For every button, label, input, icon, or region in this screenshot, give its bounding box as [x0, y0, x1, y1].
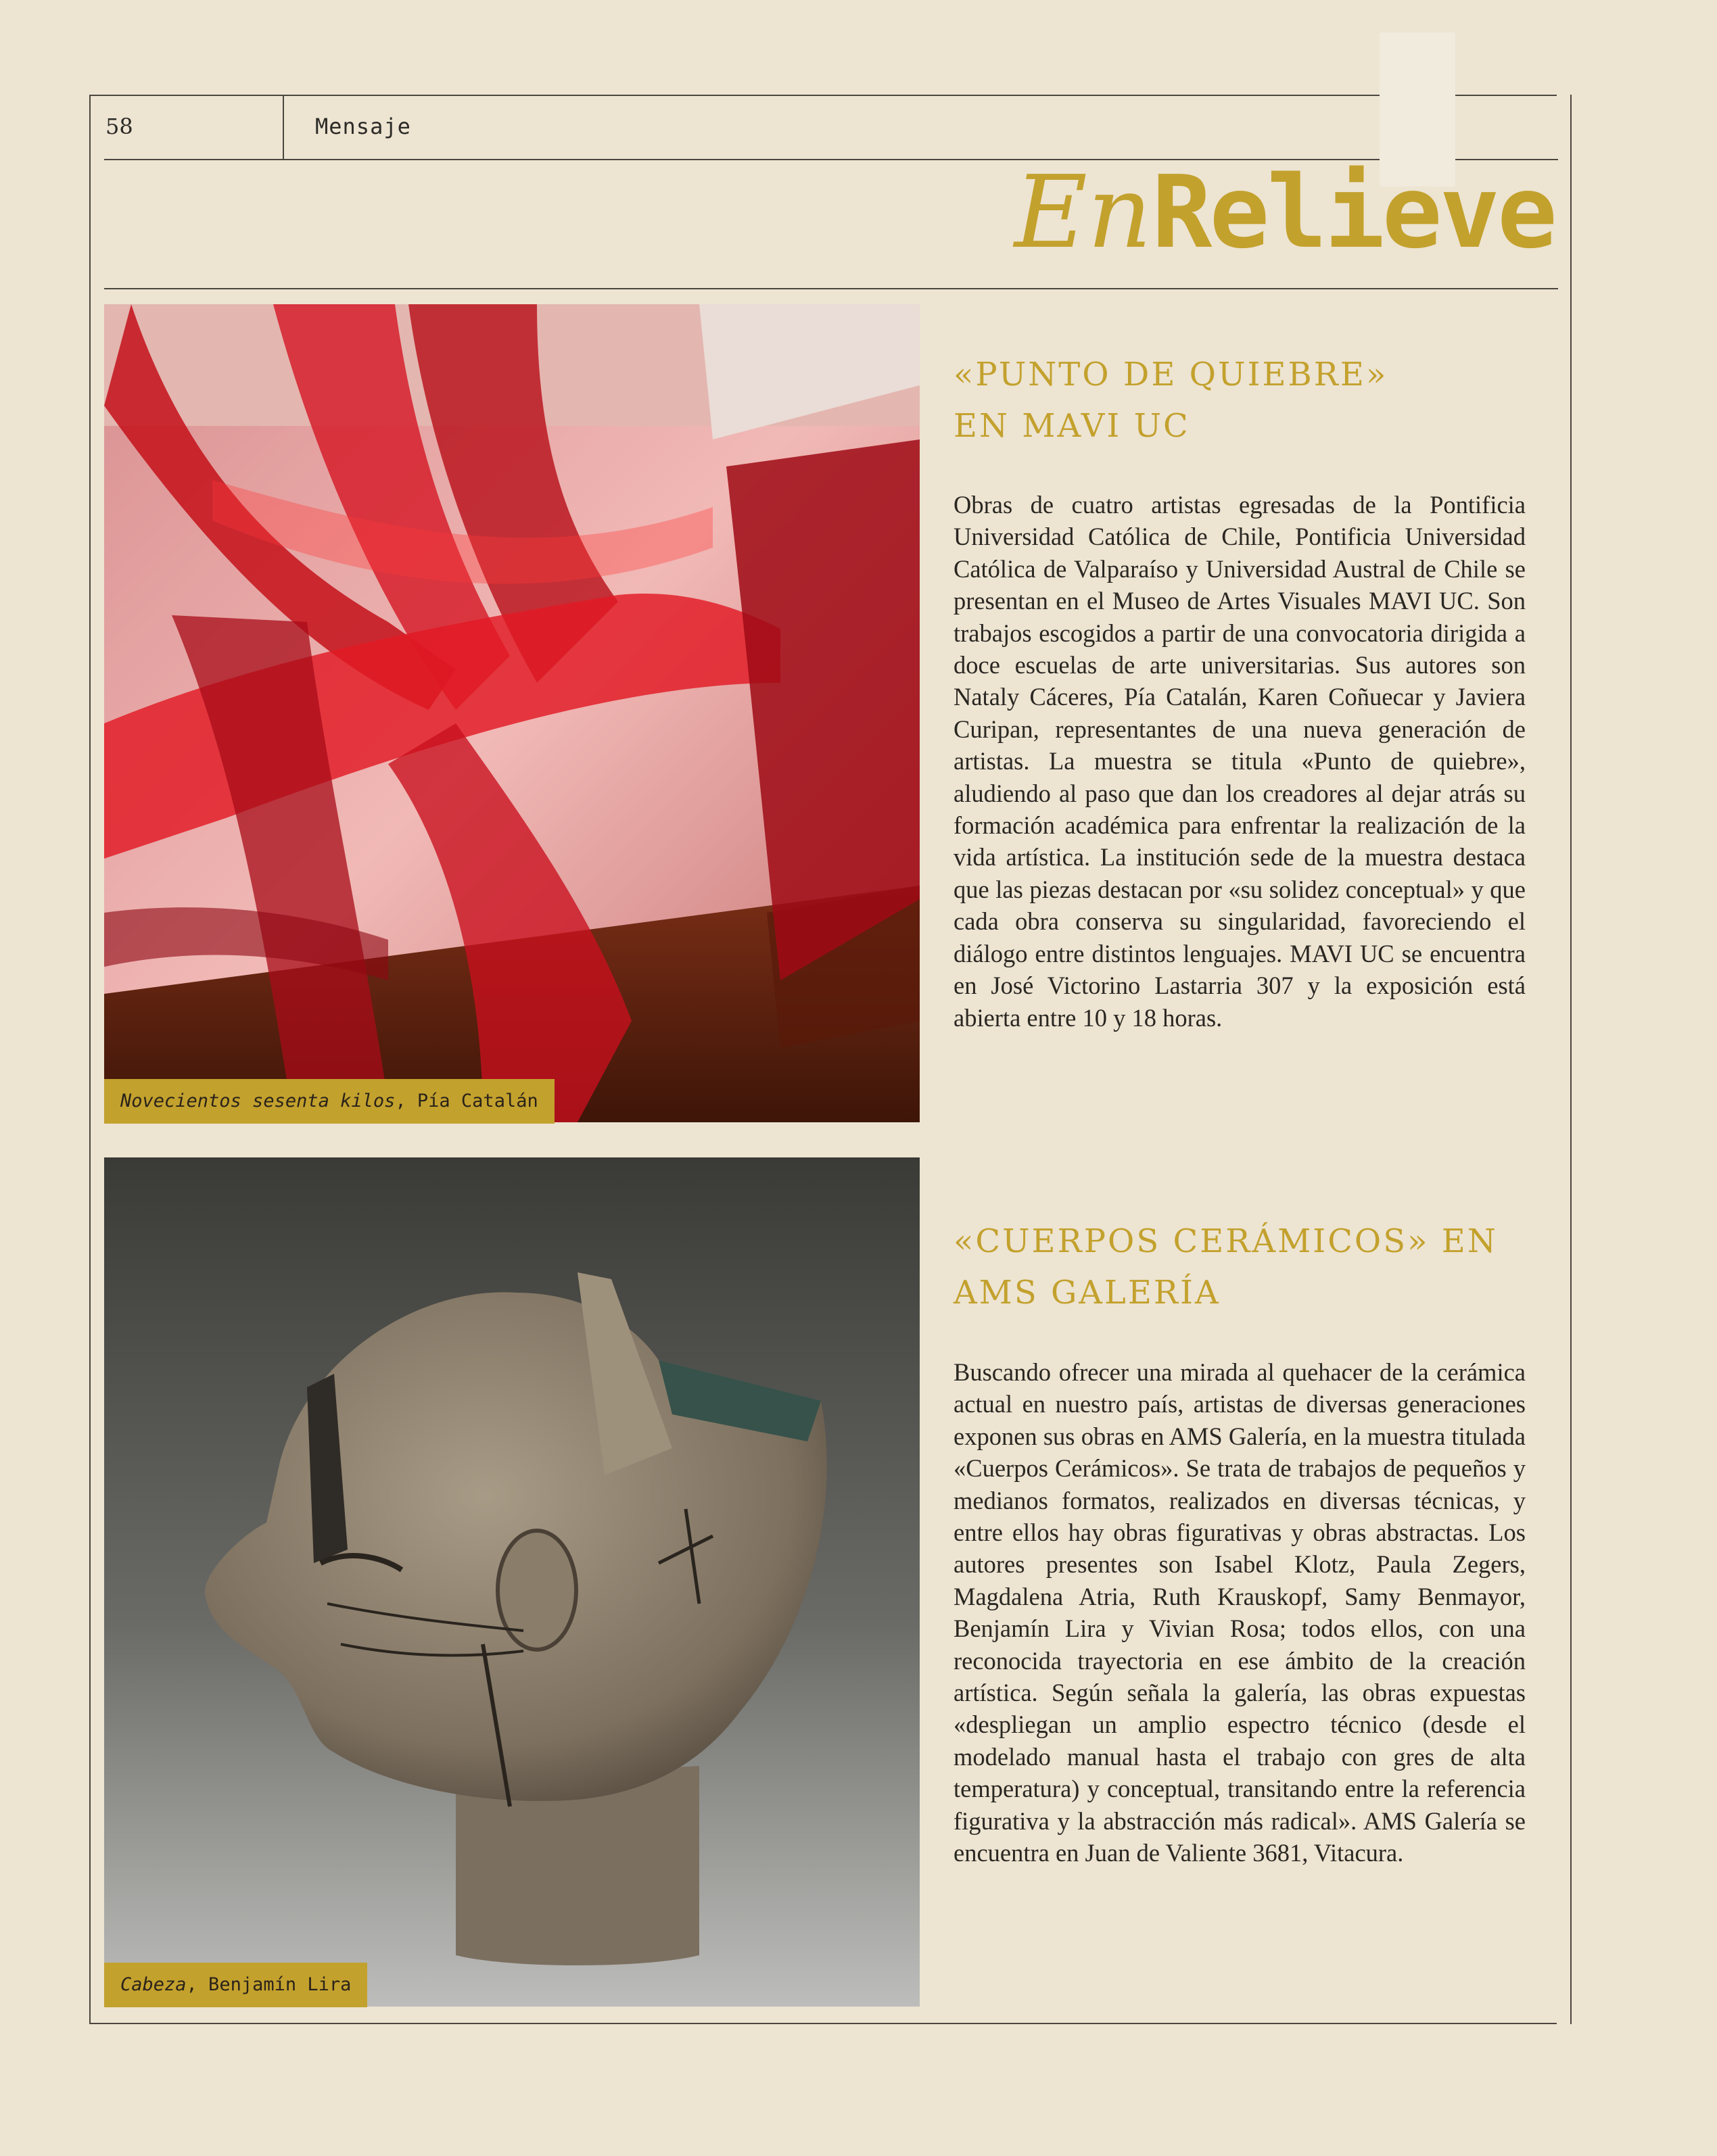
article-body-2: Buscando ofrecer una mirada al quehacer de la cerámica actual en nuestro país, artistas de diversas generaciones exponen sus obras en AMS Galería, en la muestra titulada «Cuerpos Cerámicos». Se trata de trabajos de pequeños y medianos formatos, realizados en diversas técnicas, y entre ellos hay obras figurativas y obras abstractas. Los autores presentes son Isabel Klotz, Paula Zegers, Magdalena Atria, Ruth Krauskopf, Samy Benmayor, Benjamín Lira y Vivian Rosa; todos ellos, con una reconocida trayectoria en ese ámbito de la creación artística. Según señala la galería, las obras expuestas «despliegan un amplio espectro técnico (desde el modelado manual hasta el trabajo con gres de alta temperatura) y conceptual, transitando entre la referencia figurativa y la abstracción más radical». AMS Galería se encuentra en Juan de Valiente 3681, Vitacura.: [954, 1358, 1526, 1867]
headline-1-line-2: EN MAVI UC: [954, 407, 1190, 445]
caption-artist-1: , Pía Catalán: [395, 1091, 538, 1111]
headline-2-line-1: «CUERPOS CERÁMICOS» EN: [954, 1222, 1498, 1260]
photo-caption-2: [104, 1963, 367, 2007]
article-body-1: Obras de cuatro artistas egresadas de la Pontificia Universidad Católica de Chile, Pontificia Universidad Católica de Valparaíso y Universidad Austral de Chile se presentan en el Museo de Artes Visuales MAVI UC. Son trabajos escogidos a partir de una convocatoria dirigida a doce escuelas de arte universitarias. Sus autores son Nataly Cáceres, Pía Catalán, Karen Coñuecar y Javiera Curipan, representantes de una nueva generación de artistas. La muestra se titula «Punto de quiebre», aludiendo al paso que dan los creadores al dejar atrás su formación académica para enfrentar la realización de la vida artística. La institución sede de la muestra destaca que las piezas destacan por «su solidez conceptual» y que cada obra conserva su singularidad, favoreciendo el diálogo entre distintos lenguajes. MAVI UC se encuentra en José Victorino Lastarria 307 y la exposición está abierta entre 10 y 18 horas.: [954, 491, 1526, 1032]
photo-ceramic-head: [104, 1157, 920, 2007]
section-title-italic: En: [1014, 154, 1152, 270]
section-title-bold: Relieve: [1152, 154, 1555, 270]
caption-title-2: Cabeza: [120, 1974, 187, 1995]
top-rule: [89, 95, 1557, 96]
header-divider: [283, 95, 284, 160]
photo-caption-1: [104, 1079, 555, 1124]
photo-installation: [104, 304, 920, 1122]
title-rule: [104, 288, 1558, 289]
page-number: 58: [105, 114, 133, 139]
section-name: Mensaje: [315, 114, 411, 139]
caption-title-1: Novecientos sesenta kilos: [120, 1091, 396, 1111]
caption-artist-2: , Benjamín Lira: [186, 1974, 352, 1995]
headline-2-line-2: AMS GALERÍA: [954, 1274, 1221, 1312]
article-headline-1: [954, 349, 1535, 452]
section-title: [1014, 154, 1555, 270]
left-frame-rule: [89, 95, 91, 2024]
right-frame-rule: [1570, 95, 1572, 2024]
headline-1-line-1: «PUNTO DE QUIEBRE»: [954, 356, 1388, 393]
article-headline-2: [954, 1216, 1535, 1318]
bottom-rule: [89, 2023, 1557, 2024]
